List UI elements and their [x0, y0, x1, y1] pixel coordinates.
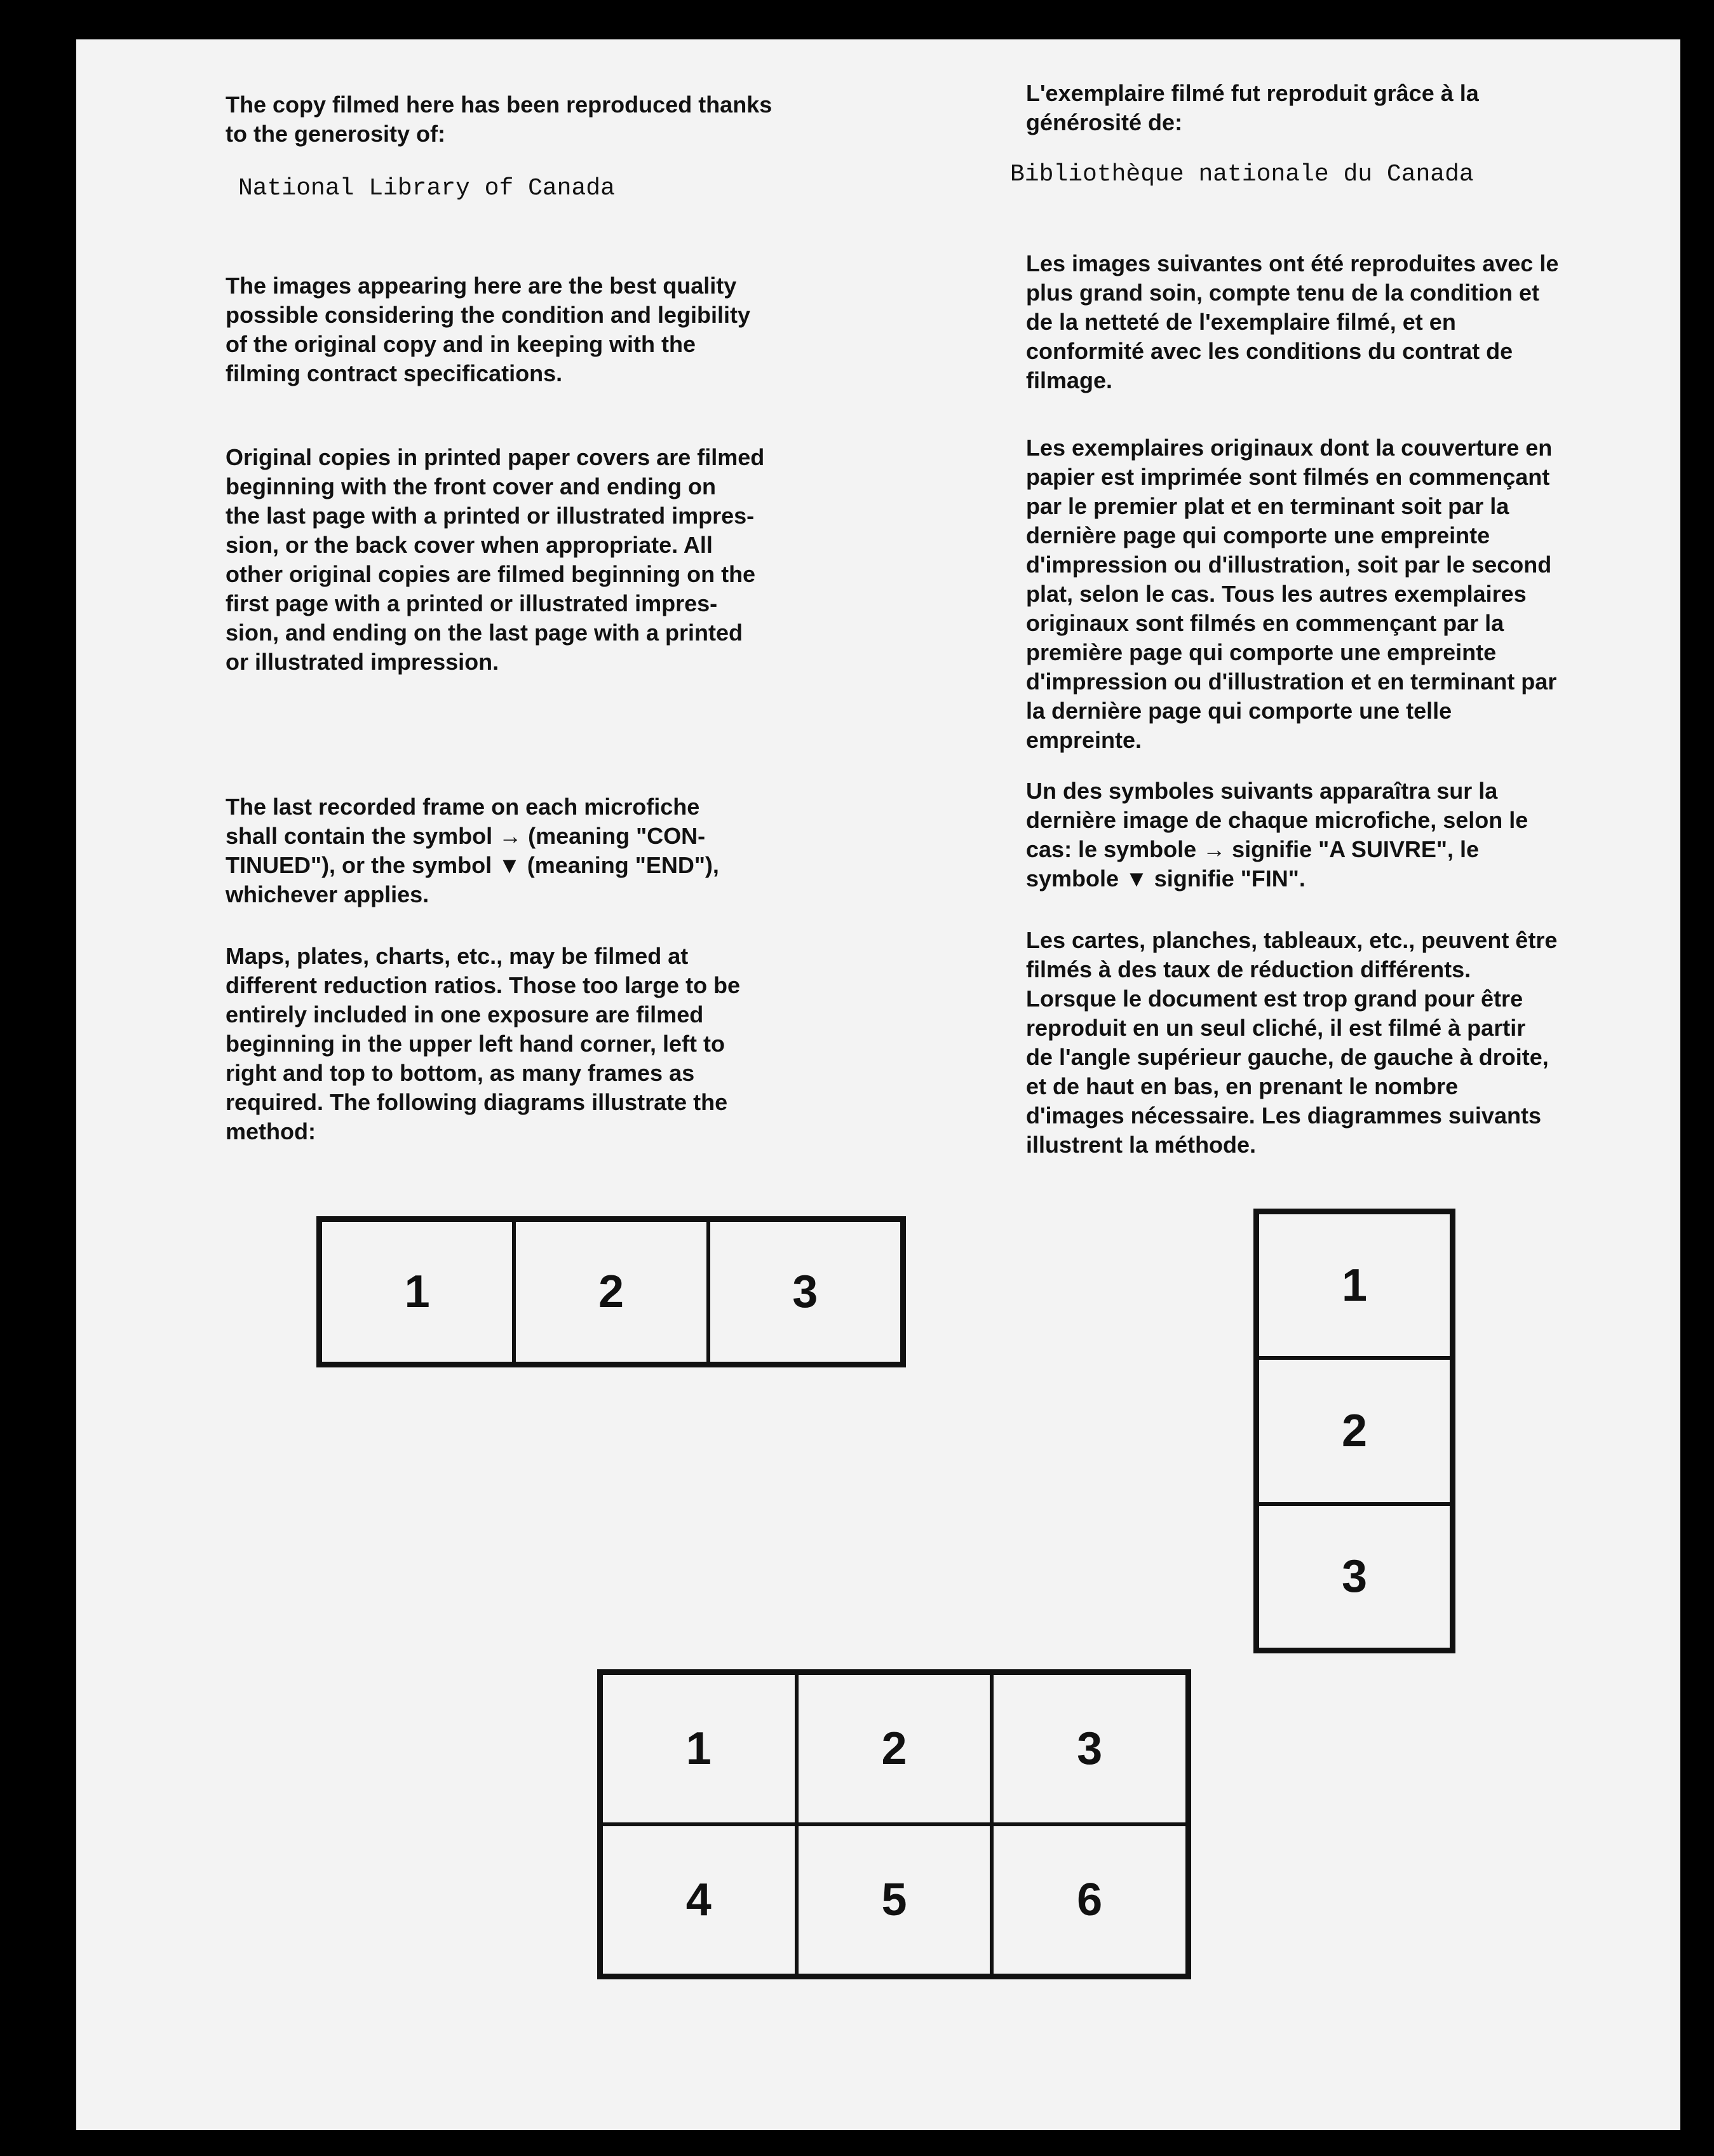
right-covers-text: Les exemplaires originaux dont la couverture en papier est imprimée sont filmés en commençant par le premier plat et en terminant soit par la dernière page qui comporte une empreinte d'impression ou d'illustration, soit par le second plat, selon le cas. Tous les autres exemplaires originaux sont filmés en commençant par la première page qui comporte une empreinte d'impression ou d'illustration et en terminant par la dernière page qui comporte une telle empreinte. [1026, 435, 1557, 753]
right-institution-name: Bibliothèque nationale du Canada [1010, 161, 1474, 188]
left-quality-paragraph [226, 271, 912, 388]
diagram-cell: 2 [514, 1220, 708, 1364]
left-covers-text: Original copies in printed paper covers are filmed beginning with the front cover and ending on the last page with a printed or illustrated impres- sion, or the back cover when appropriate. All other original copies are filmed beginning on the first page with a printed or illustrated impres- sion, and ending on the last page with a printed or illustrated impression. [226, 444, 765, 675]
page-sheet [76, 39, 1680, 2130]
left-symbol-text-a: The last recorded frame on each microfiche shall contain the symbol [226, 794, 700, 849]
left-institution [238, 174, 924, 203]
left-intro-text: The copy filmed here has been reproduced thanks to the generosity of: [226, 92, 773, 147]
diagram-cell: 2 [797, 1673, 992, 1824]
left-maps-text: Maps, plates, charts, etc., may be filmed at different reduction ratios. Those too large to be entirely included in one exposure are filmed beginning in the upper left hand corner, left to right and top to bottom, as many frames as required. The following diagrams illustrate the method: [226, 943, 741, 1144]
end-triangle-icon: ▼ [498, 852, 521, 878]
right-column-intro [1026, 79, 1699, 137]
diagram-cell: 1 [1257, 1212, 1452, 1358]
horizontal-frames-diagram [316, 1216, 906, 1367]
right-maps-paragraph [1026, 926, 1699, 1160]
diagram-cell: 6 [992, 1824, 1187, 1976]
diagram-cell: 3 [1257, 1504, 1452, 1650]
left-symbol-text [226, 792, 912, 909]
left-maps-paragraph [226, 942, 912, 1146]
right-institution [1010, 160, 1684, 189]
diagram-cell: 2 [1257, 1358, 1452, 1503]
right-quality-text: Les images suivantes ont été reproduites avec le plus grand soin, compte tenu de la condition et de la netteté de l'exemplaire filmé, et en conformité avec les conditions du contrat de filmage. [1026, 250, 1559, 393]
right-symbol-text-b: signifie "A SUIVRE", le symbole [1026, 836, 1480, 892]
right-maps-text: Les cartes, planches, tableaux, etc., peuvent être filmés à des taux de réduction différents. Lorsque le document est trop grand pour être reproduit en un seul cliché, il est filmé à partir de l'angle supérieur gauche, de gauche à droite, et de haut en bas, en prenant le nombre d'images nécessaire. Les diagrammes suivants illustrent la méthode. [1026, 927, 1558, 1158]
right-symbol-text-c: signifie "FIN". [1147, 865, 1306, 892]
grid-frames-diagram [597, 1669, 1191, 1979]
diagram-cell: 5 [797, 1824, 992, 1976]
right-intro-text: L'exemplaire filmé fut reproduit grâce à la générosité de: [1026, 80, 1479, 135]
left-symbol-text-b: (meaning "CON- TINUED"), or the symbol [226, 823, 706, 878]
right-symbol-text [1026, 776, 1699, 893]
right-symbol-text-a: Un des symboles suivants apparaîtra sur la dernière image de chaque microfiche, selon le cas: le symbole [1026, 778, 1528, 862]
diagram-cell: 3 [992, 1673, 1187, 1824]
left-quality-text: The images appearing here are the best quality possible considering the condition and legibility of the original copy and in keeping with the filming contract specifications. [226, 273, 751, 386]
end-triangle-icon: ▼ [1125, 865, 1148, 892]
vertical-frames-diagram [1253, 1209, 1455, 1653]
continued-arrow-icon: → [499, 823, 522, 849]
diagram-cell: 1 [601, 1673, 797, 1824]
left-covers-paragraph [226, 443, 912, 677]
right-quality-paragraph [1026, 249, 1699, 395]
right-covers-paragraph [1026, 433, 1699, 755]
left-symbol-text-c: (meaning "END"), whichever applies. [226, 852, 719, 907]
diagram-cell: 4 [601, 1824, 797, 1976]
left-symbol-paragraph [226, 792, 912, 909]
diagram-cell: 3 [708, 1220, 902, 1364]
left-column-intro [226, 90, 912, 149]
continued-arrow-icon: → [1203, 836, 1226, 862]
diagram-cell: 1 [320, 1220, 514, 1364]
left-institution-name: National Library of Canada [238, 175, 615, 202]
right-symbol-paragraph [1026, 776, 1699, 893]
